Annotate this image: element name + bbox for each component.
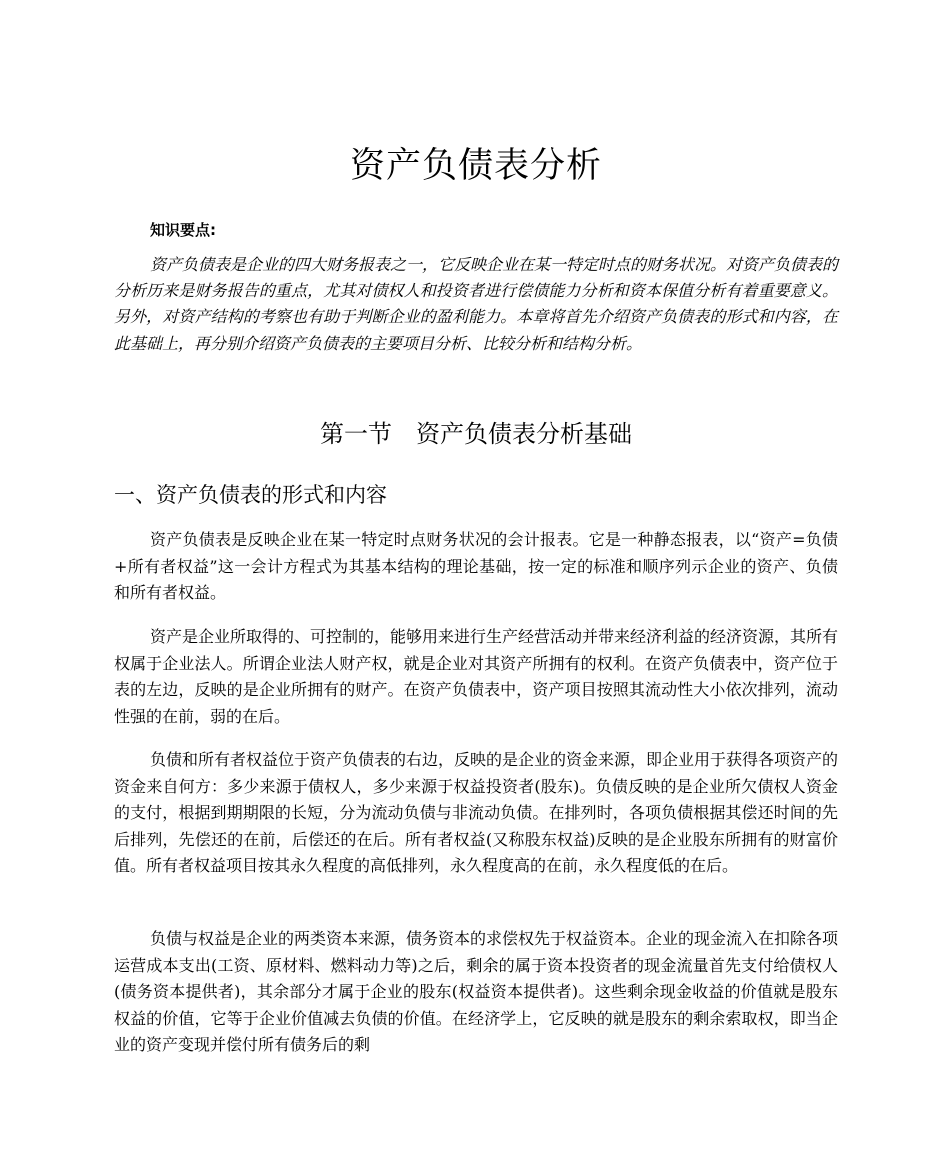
body-paragraph: 资产负债表是反映企业在某一特定时点财务状况的会计报表。它是一种静态报表，以“资产=负债+所有者权益”这一会计方程式为其基本结构的理论基础，按一定的标准和顺序列示企业的资产、负债和所有者权益。 (114, 530, 838, 603)
document-title: 资产负债表分析 (349, 146, 602, 186)
body-paragraph: 负债和所有者权益位于资产负债表的右边，反映的是企业的资金来源，即企业用于获得各项资产的资金来自何方：多少来源于债权人，多少来源于权益投资者(股东)。负债反映的是企业所欠债权人资金的支付，根据到期期限的长短，分为流动负债与非流动负债。在排列时，各项负债根据其偿还时间的先后排列，先偿还的在前，后偿还的在后。所有者权益(又称股东权益)反映的是企业股东所拥有的财富价值。所有者权益项目按其永久程度的高低排列，永久程度高的在前，永久程度低的在后。 (114, 750, 839, 876)
key-points-label: 知识要点: (150, 221, 216, 239)
body-paragraph: 负债与权益是企业的两类资本来源，债务资本的求偿权先于权益资本。企业的现金流入在扣除各项运营成本支出(工资、原材料、燃料动力等)之后，剩余的属于资本投资者的现金流量首先支付给债权人(债务资本提供者)，其余部分才属于企业的股东(权益资本提供者)。这些剩余现金收益的价值就是股东权益的价值，它等于企业价值减去负债的价值。在经济学上，它反映的就是股东的剩余索取权，即当企业的资产变现并偿付所有债务后的剩 (114, 929, 839, 1055)
section-title: 第一节 资产负债表分析基础 (320, 420, 632, 448)
intro-paragraph: 资产负债表是企业的四大财务报表之一，它反映企业在某一特定时点的财务状况。对资产负债表的分析历来是财务报告的重点，尤其对债权人和投资者进行偿债能力分析和资本保值分析有着重要意义。另外，对资产结构的考察也有助于判断企业的盈利能力。本章将首先介绍资产负债表的形式和内容，在此基础上，再分别介绍资产负债表的主要项目分析、比较分析和结构分析。 (114, 255, 839, 353)
subsection-title: 一、资产负债表的形式和内容 (114, 483, 387, 507)
body-paragraph: 资产是企业所取得的、可控制的，能够用来进行生产经营活动并带来经济利益的经济资源，其所有权属于企业法人。所谓企业法人财产权，就是企业对其资产所拥有的权利。在资产负债表中，资产位于表的左边，反映的是企业所拥有的财产。在资产负债表中，资产项目按照其流动性大小依次排列，流动性强的在前，弱的在后。 (114, 627, 839, 726)
